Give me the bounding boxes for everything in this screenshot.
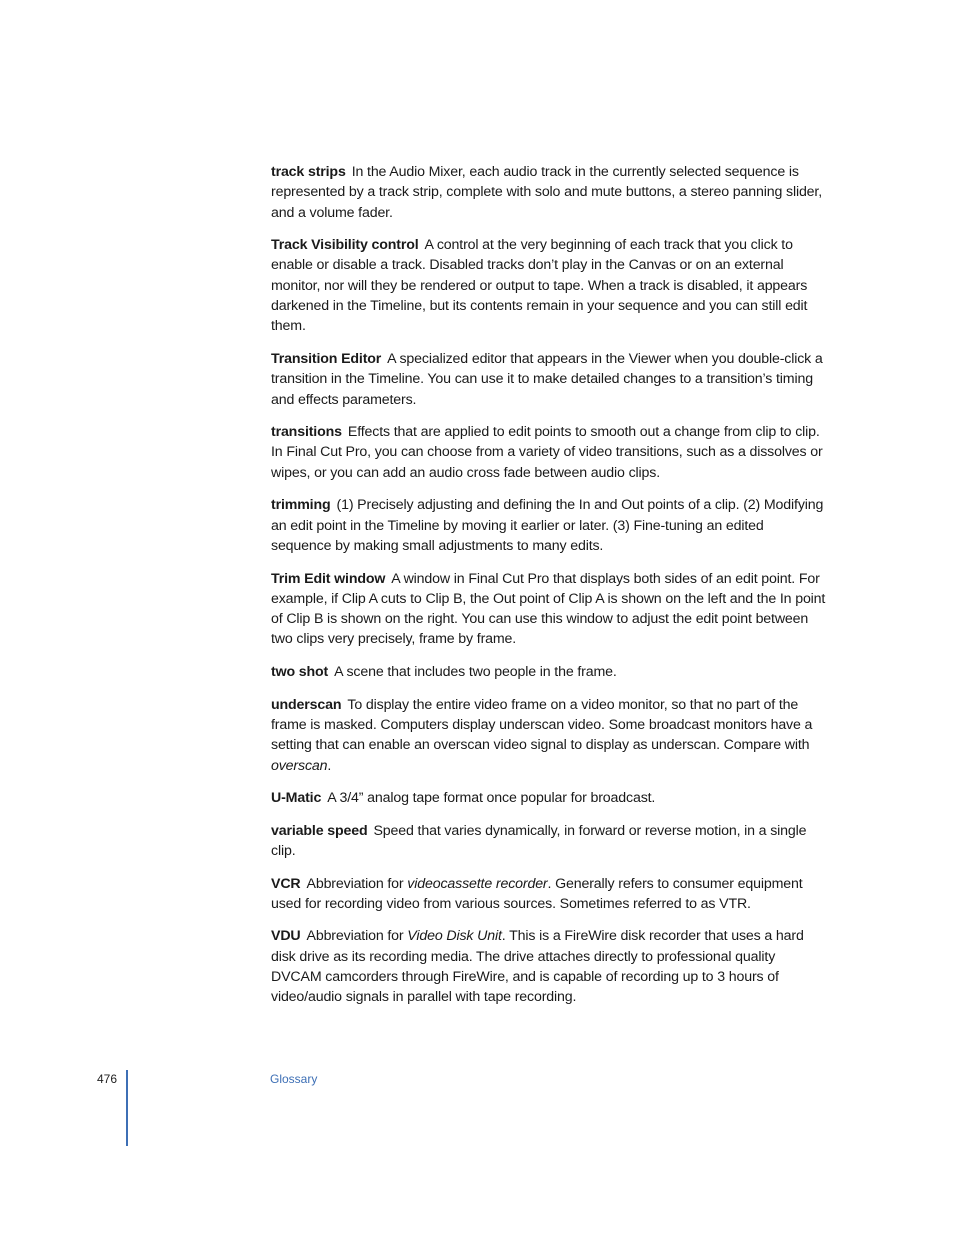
glossary-entries <box>271 162 827 1020</box>
glossary-term: underscan <box>271 696 342 713</box>
glossary-term: VDU <box>271 928 301 945</box>
section-title: Glossary <box>270 1072 318 1086</box>
definition-text: . This is a FireWire disk recorder that uses a hard disk drive as its recording media. The drive attaches directly to professional quality DVCAM camcorders through FireWire, and is capable of recording up to 3 hours of video/audio signals in parallel with tape recording. <box>271 928 804 1006</box>
glossary-term: track strips <box>271 164 346 180</box>
glossary-entry <box>271 162 827 223</box>
glossary-entry <box>271 422 827 483</box>
glossary-entry <box>271 235 827 336</box>
definition-text: A control at the very beginning of each track that you click to enable or disable a track. Disabled tracks don’t play in the Canvas or on an external monitor, nor will they be rendered or output to tape. When a track is disabled, it appears darkened in the Timeline, but its contents remain in your sequence and you can still edit them. <box>271 237 808 335</box>
glossary-term: two shot <box>271 664 329 681</box>
definition-text: In the Audio Mixer, each audio track in the currently selected sequence is represented by a track strip, complete with solo and mute buttons, a stereo panning slider, and a volume fader. <box>271 164 823 221</box>
definition-text: Speed that varies dynamically, in forward or reverse motion, in a single clip. <box>271 822 807 859</box>
glossary-entry <box>271 874 827 915</box>
glossary-entry <box>271 788 827 808</box>
definition-text: . <box>327 757 332 774</box>
glossary-entry <box>271 495 827 556</box>
italic-reference: overscan <box>271 757 328 774</box>
page-number: 476 <box>97 1072 118 1086</box>
definition-text: Effects that are applied to edit points to smooth out a change from clip to clip. In Final Cut Pro, you can choose from a variety of video transitions, such as a dissolves or wipes, or you can add an audio cross fade between audio clips. <box>271 424 823 481</box>
definition-text: . Generally refers to consumer equipment used for recording video from various sources. Sometimes referred to as VTR. <box>271 875 803 912</box>
definition-text: A window in Final Cut Pro that displays both sides of an edit point. For example, if Clip A cuts to Clip B, the Out point of Clip A is shown on the left and the In point of Clip B is shown on the right. You can use this window to adjust the edit point between two clips very precisely, frame by frame. <box>271 570 826 648</box>
definition-text: To display the entire video frame on a video monitor, so that no part of the frame is masked. Computers display underscan video. Some broadcast monitors have a setting that can enable an overscan video signal to display as underscan. Compare with <box>271 696 813 754</box>
glossary-entry <box>271 569 827 650</box>
glossary-term: U-Matic <box>271 790 322 807</box>
glossary-term: trimming <box>271 497 331 514</box>
glossary-entry <box>271 695 827 776</box>
glossary-term: Transition Editor <box>271 350 382 367</box>
definition-text: A 3/4” analog tape format once popular for broadcast. <box>327 790 656 807</box>
glossary-term: Track Visibility control <box>271 237 419 254</box>
glossary-term: VCR <box>271 875 301 892</box>
definition-text: A specialized editor that appears in the Viewer when you double-click a transition in the Timeline. You can use it to make detailed changes to a transition’s timing and effects parameters. <box>271 350 823 408</box>
definition-text: (1) Precisely adjusting and defining the In and Out points of a clip. (2) Modifying an edit point in the Timeline by moving it earlier or later. (3) Fine-tuning an edited sequence by making small adjustments to many edits. <box>271 497 824 554</box>
italic-reference: videocassette recorder <box>407 875 548 892</box>
definition-text: A scene that includes two people in the frame. <box>334 664 617 681</box>
glossary-entry <box>271 662 827 682</box>
glossary-term: variable speed <box>271 822 368 839</box>
definition-text: Abbreviation for <box>306 875 408 892</box>
glossary-entry <box>271 926 827 1007</box>
glossary-entry <box>271 349 827 410</box>
glossary-term: transitions <box>271 424 342 441</box>
italic-reference: Video Disk Unit <box>407 928 502 945</box>
glossary-entry <box>271 821 827 862</box>
glossary-term: Trim Edit window <box>271 570 386 587</box>
definition-text: Abbreviation for <box>306 928 408 945</box>
footer-divider <box>126 1070 128 1146</box>
